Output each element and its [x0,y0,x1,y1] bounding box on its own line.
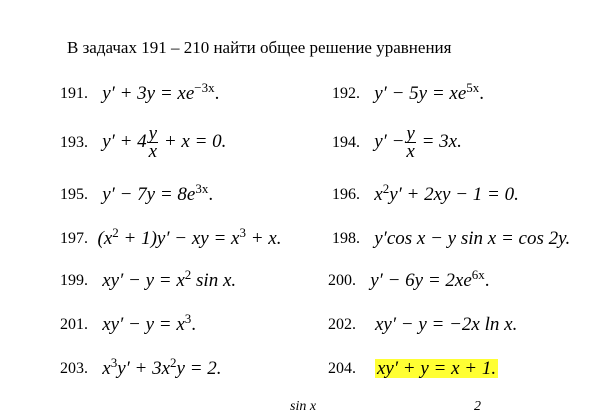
highlighted-equation: xy′ + y = x + 1. [377,358,497,380]
equation: $x^2y' + 2xy - 1 = 0$. [374,181,519,206]
problem-number: 201. [60,315,88,333]
problem-number: 200. [328,271,356,289]
task-heading: В задачах 191 – 210 найти общее решение уравнения [67,38,452,57]
problem-194 [332,125,462,160]
problem-number: 199. [60,271,88,289]
problem-number: 191. [60,84,88,102]
problem-number: 202. [328,315,356,333]
cut-off-text-right: 2 [474,399,481,414]
fraction: $\frac{y}{x}$ [406,123,415,162]
equation: xy′ − y = −2x ln x. [375,314,518,336]
problem-number: 194. [332,133,360,151]
problem-number: 195. [60,185,88,203]
equation: y′ − $\frac{y}{x}$ = 3x. [374,123,462,162]
problem-201 [60,311,197,336]
equation: y′ + 4 $\frac{y}{x}$ + x = 0. [102,123,227,162]
problem-191 [60,80,220,105]
problem-203 [60,355,222,380]
problem-number: 204. [328,359,356,377]
equation: $xy' - y = x^2$ sin x. [102,267,237,292]
problem-number: 197. [60,229,88,247]
problem-197 [60,225,282,250]
equation: $xy' - y = x^3$. [102,311,197,336]
problem-193 [60,125,226,160]
problem-192 [332,80,485,105]
problem-number: 198. [332,229,360,247]
equation: $y' - 6y = 2xe^{6x}$. [370,267,490,292]
problem-number: 196. [332,185,360,203]
cut-off-text-left: sin x [290,399,317,414]
equation: $(x^2 + 1)y'$ − xy = $x^3 + x$. [97,225,282,250]
equation: $y' - 7y = 8e^{3x}$. [102,181,214,206]
problem-204 [328,358,498,378]
equation: $x^3y' + 3x^2y = 2$. [102,355,222,380]
problem-number: 193. [60,133,88,151]
problem-199 [60,267,237,292]
problem-198 [332,228,570,248]
fraction: $\frac{y}{x}$ [148,123,158,162]
problem-202 [328,314,517,334]
equation: $y' + 3y = xe^{-3x}$. [102,80,220,105]
problem-number: 203. [60,359,88,377]
problem-196 [332,181,519,206]
equation: $y' - 5y = xe^{5x}$. [374,80,485,105]
equation: y′cos x − y sin x = cos 2y. [374,228,571,250]
problem-200 [328,267,490,292]
problem-195 [60,181,214,206]
problem-number: 192. [332,84,360,102]
